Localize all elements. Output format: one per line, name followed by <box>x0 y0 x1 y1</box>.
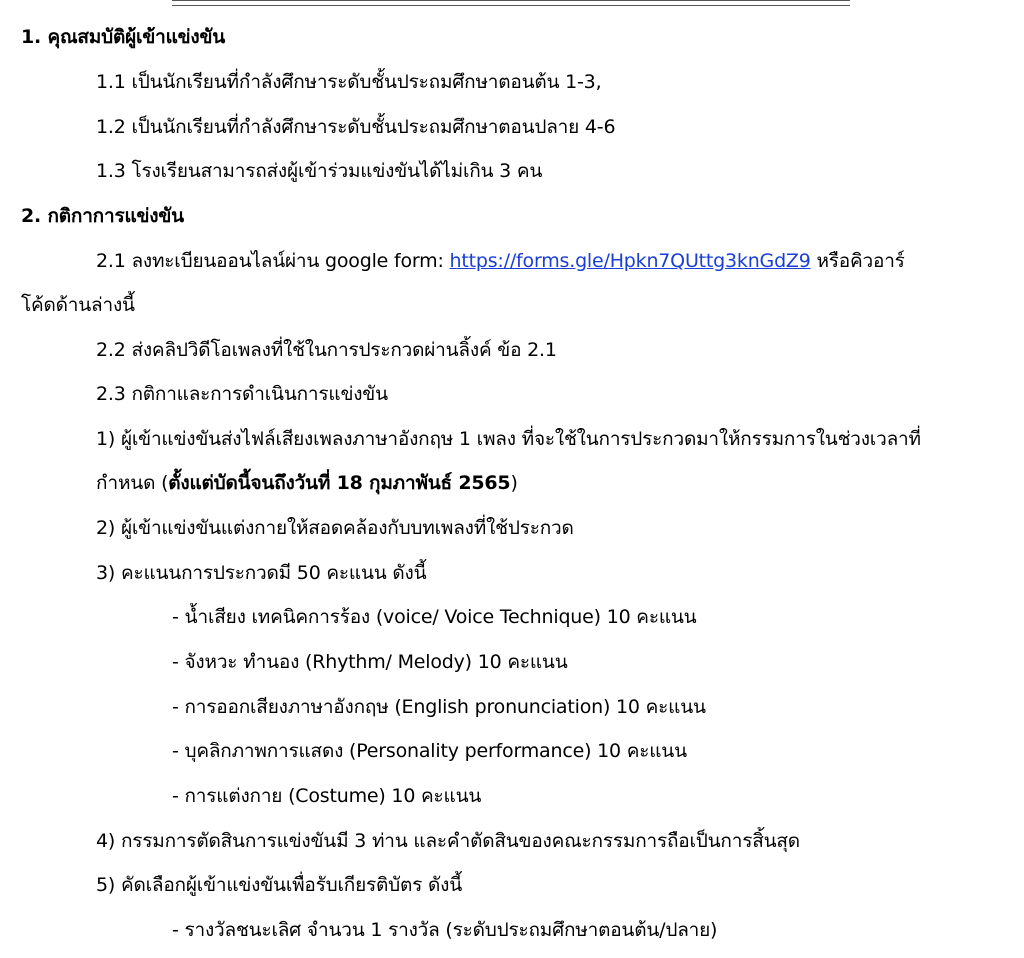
item-2-1-suffix: หรือคิวอาร์ <box>810 250 905 272</box>
section1-heading: 1. คุณสมบัติผู้เข้าแข่งขัน <box>21 26 226 48</box>
item-2-1-continuation: โค้ดด้านล่างนี้ <box>21 294 135 316</box>
rule-5: 5) คัดเลือกผู้เข้าแข่งขันเพื่อรับเกียรติบัตร ดังนี้ <box>96 874 463 896</box>
registration-link[interactable]: https://forms.gle/Hpkn7QUttg3knGdZ9 <box>449 250 811 272</box>
rule-3: 3) คะแนนการประกวดมี 50 คะแนน ดังนี้ <box>96 562 427 584</box>
top-rule <box>172 0 850 6</box>
score-item: - บุคลิกภาพการแสดง (Personality performance) 10 คะแนน <box>172 740 687 762</box>
item-2-3: 2.3 กติกาและการดำเนินการแข่งขัน <box>96 383 388 405</box>
score-item: - การออกเสียงภาษาอังกฤษ (English pronunciation) 10 คะแนน <box>172 696 706 718</box>
score-item: - จังหวะ ทำนอง (Rhythm/ Melody) 10 คะแนน <box>172 651 568 673</box>
item-1-3: 1.3 โรงเรียนสามารถส่งผู้เข้าร่วมแข่งขันได้ไม่เกิน 3 คน <box>96 160 543 182</box>
item-1-1: 1.1 เป็นนักเรียนที่กำลังศึกษาระดับชั้นประถมศึกษาตอนต้น 1-3, <box>96 71 602 93</box>
rule-1-prefix: กำหนด ( <box>96 472 169 494</box>
rule-4: 4) กรรมการตัดสินการแข่งขันมี 3 ท่าน และคำตัดสินของคณะกรรมการถือเป็นการสิ้นสุด <box>96 830 800 852</box>
score-item: - น้ำเสียง เทคนิคการร้อง (voice/ Voice Technique) 10 คะแนน <box>172 606 697 628</box>
section2-heading: 2. กติกาการแข่งขัน <box>21 205 184 227</box>
rule-2: 2) ผู้เข้าแข่งขันแต่งกายให้สอดคล้องกับบทเพลงที่ใช้ประกวด <box>96 517 574 539</box>
rule-1-line-1: 1) ผู้เข้าแข่งขันส่งไฟล์เสียงเพลงภาษาอังกฤษ 1 เพลง ที่จะใช้ในการประกวดมาให้กรรมการในช่วงเวลาที่ <box>96 428 921 450</box>
award-item: - รางวัลชนะเลิศ จำนวน 1 รางวัล (ระดับประถมศึกษาตอนต้น/ปลาย) <box>172 919 718 941</box>
item-2-2: 2.2 ส่งคลิปวิดีโอเพลงที่ใช้ในการประกวดผ่านลิ้งค์ ข้อ 2.1 <box>96 339 557 361</box>
item-2-1-prefix: 2.1 ลงทะเบียนออนไลน์ผ่าน google form: <box>96 250 450 272</box>
item-2-1 <box>96 248 905 274</box>
item-1-2: 1.2 เป็นนักเรียนที่กำลังศึกษาระดับชั้นประถมศึกษาตอนปลาย 4-6 <box>96 116 616 138</box>
rule-1-deadline: ตั้งแต่บัดนี้จนถึงวันที่ 18 กุมภาพันธ์ 2565 <box>168 472 511 494</box>
rule-1-line-2 <box>96 470 518 496</box>
rule-1-suffix: ) <box>510 472 518 494</box>
score-item: - การแต่งกาย (Costume) 10 คะแนน <box>172 785 482 807</box>
